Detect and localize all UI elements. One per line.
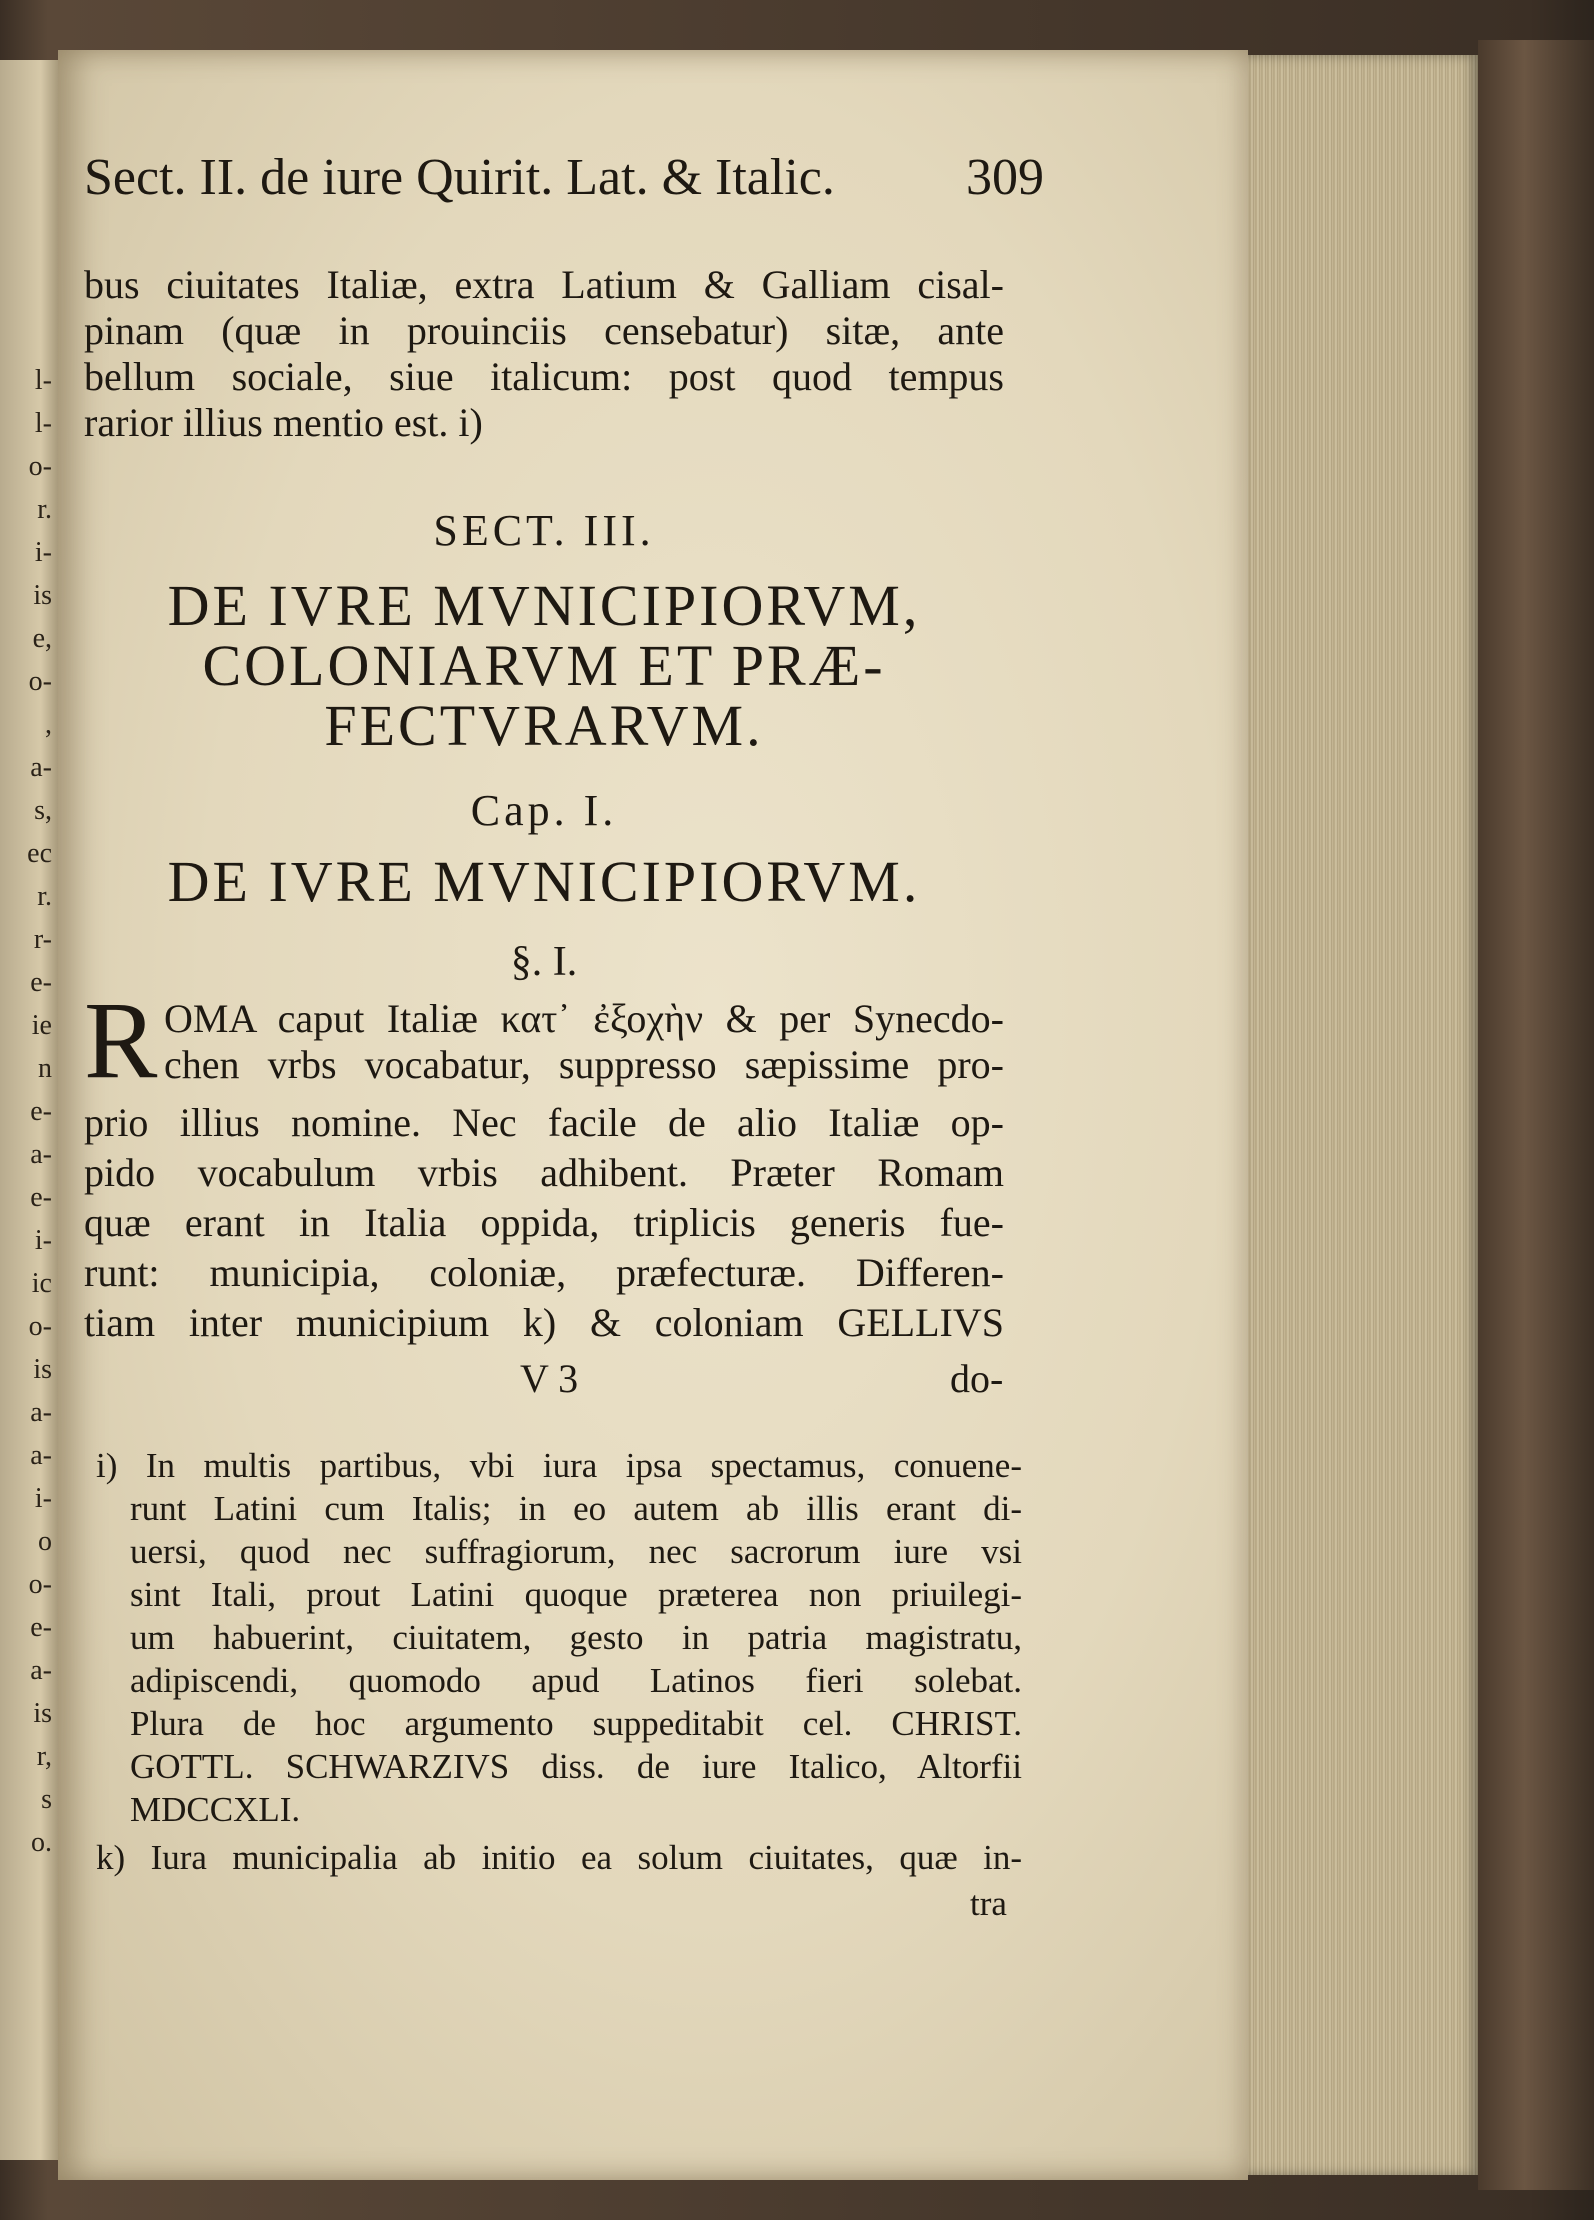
footnote-line: uersi, quod nec suffragiorum, nec sacrorum iure vsi [130, 1532, 1022, 1571]
left-page-fragment-text: a- [30, 752, 52, 783]
drop-cap: R [84, 979, 158, 1101]
main-text-line: tiam inter municipium k) & coloniam GELLIVS [84, 1300, 1004, 1345]
footnote-line: runt Latini cum Italis; in eo autem ab illis erant di- [130, 1489, 1022, 1528]
chapter-title: DE IVRE MVNICIPIORVM. [167, 849, 921, 914]
footnote-line: sint Itali, prout Latini quoque præterea non priuilegi- [130, 1575, 1022, 1614]
main-text-line: quæ erant in Italia oppida, triplicis generis fue- [84, 1200, 1004, 1245]
left-page-fragment-text: r. [37, 881, 52, 912]
left-page-fragment-text: o. [31, 1827, 52, 1858]
left-page-fragment-text: r, [36, 1741, 52, 1772]
left-page-fragment-text: i- [34, 537, 52, 568]
section-title-line: COLONIARVM ET PRÆ- [202, 633, 886, 698]
running-head-title: Sect. II. de iure Quirit. Lat. & Italic. [84, 149, 835, 206]
page-block-edge [1248, 55, 1478, 2175]
left-page-fragment-text: a- [30, 1397, 52, 1428]
main-text-line: OMA caput Italiæ κατ᾽ ἐξοχὴν & per Synecdo- [164, 996, 1004, 1041]
main-text-line: pido vocabulum vrbis adhibent. Præter Romam [84, 1150, 1004, 1195]
left-page-fragment-text: ie [31, 1010, 52, 1041]
left-page-fragment-text: o- [28, 666, 52, 697]
signature-mark: V 3 [520, 1356, 579, 1401]
left-page-fragment-text: r- [33, 924, 52, 955]
left-page-fragment-text: ec [27, 838, 52, 869]
footnote-line: Plura de hoc argumento suppeditabit cel. CHRIST. [130, 1704, 1022, 1743]
left-page-fragment-text: a- [30, 1440, 52, 1471]
left-page-fragment-text: o- [28, 1311, 52, 1342]
main-text-line: prio illius nomine. Nec facile de alio Italiæ op- [84, 1100, 1004, 1145]
left-page-fragment-text: i- [34, 1225, 52, 1256]
left-page-fragment-text: e- [30, 1612, 52, 1643]
paragraph-mark: §. I. [510, 939, 578, 985]
left-page-fragment-text: o [38, 1526, 52, 1557]
left-page-fragment-text: l- [34, 365, 52, 396]
left-page-fragment-text: l- [34, 408, 52, 439]
section-title-line: FECTVRARVM. [324, 693, 764, 758]
footnote-line: GOTTL. SCHWARZIVS diss. de iure Italico, Altorfii [130, 1747, 1022, 1786]
page-number: 309 [966, 149, 1044, 206]
footnote-line: MDCCXLI. [130, 1790, 301, 1829]
top-paragraph-line: pinam (quæ in prouinciis censebatur) sitæ, ante [84, 308, 1004, 353]
left-page-fragment-text: e- [30, 1182, 52, 1213]
left-page-fragment-text: e- [30, 967, 52, 998]
left-page-fragment-text: r. [37, 494, 52, 525]
footnote-line: adipiscendi, quomodo apud Latinos fieri solebat. [130, 1661, 1022, 1700]
catchword: do- [950, 1356, 1004, 1401]
left-page-fragment-text: o- [28, 451, 52, 482]
top-paragraph-line: rarior illius mentio est. i) [84, 400, 483, 445]
left-page-fragment-text: s, [34, 795, 52, 826]
footnote-catchword: tra [970, 1884, 1007, 1923]
running-head [84, 148, 1044, 207]
section-label: SECT. III. [433, 506, 655, 555]
left-page-fragment-text: ic [31, 1268, 52, 1299]
left-page-fragment-text: i- [34, 1483, 52, 1514]
left-page-fragment-text: o- [28, 1569, 52, 1600]
chapter-label: Cap. I. [470, 786, 618, 835]
left-page-fragment-text: is [33, 1698, 52, 1729]
top-paragraph-line: bus ciuitates Italiæ, extra Latium & Galliam cisal- [84, 262, 1004, 307]
back-cover-edge [1478, 40, 1594, 2190]
main-text-line: chen vrbs vocabatur, suppresso sæpissime pro- [164, 1042, 1004, 1087]
main-text-line: runt: municipia, coloniæ, præfecturæ. Differen- [84, 1250, 1004, 1295]
footnote-line: k) Iura municipalia ab initio ea solum ciuitates, quæ in- [96, 1838, 1022, 1877]
left-page-fragment-text: e, [32, 623, 52, 654]
left-page-fragment-text: n [38, 1053, 52, 1084]
top-paragraph-line: bellum sociale, siue italicum: post quod tempus [84, 354, 1004, 399]
left-page-fragment-text: e- [30, 1096, 52, 1127]
left-page-text-fragments [0, 60, 58, 2160]
footnote-line: i) In multis partibus, vbi iura ipsa spectamus, conuene- [96, 1446, 1022, 1485]
left-page-fragment-text: a- [30, 1655, 52, 1686]
left-page-fragment-text: , [45, 709, 52, 740]
left-page-fragment-text: a- [30, 1139, 52, 1170]
footnote-line: um habuerint, ciuitatem, gesto in patria magistratu, [130, 1618, 1022, 1657]
left-page-fragment-text: is [33, 1354, 52, 1385]
left-page-fragment-text: is [33, 580, 52, 611]
section-title-line: DE IVRE MVNICIPIORVM, [167, 573, 921, 638]
left-page-fragment [0, 60, 58, 2160]
left-page-fragment-text: s [41, 1784, 52, 1815]
